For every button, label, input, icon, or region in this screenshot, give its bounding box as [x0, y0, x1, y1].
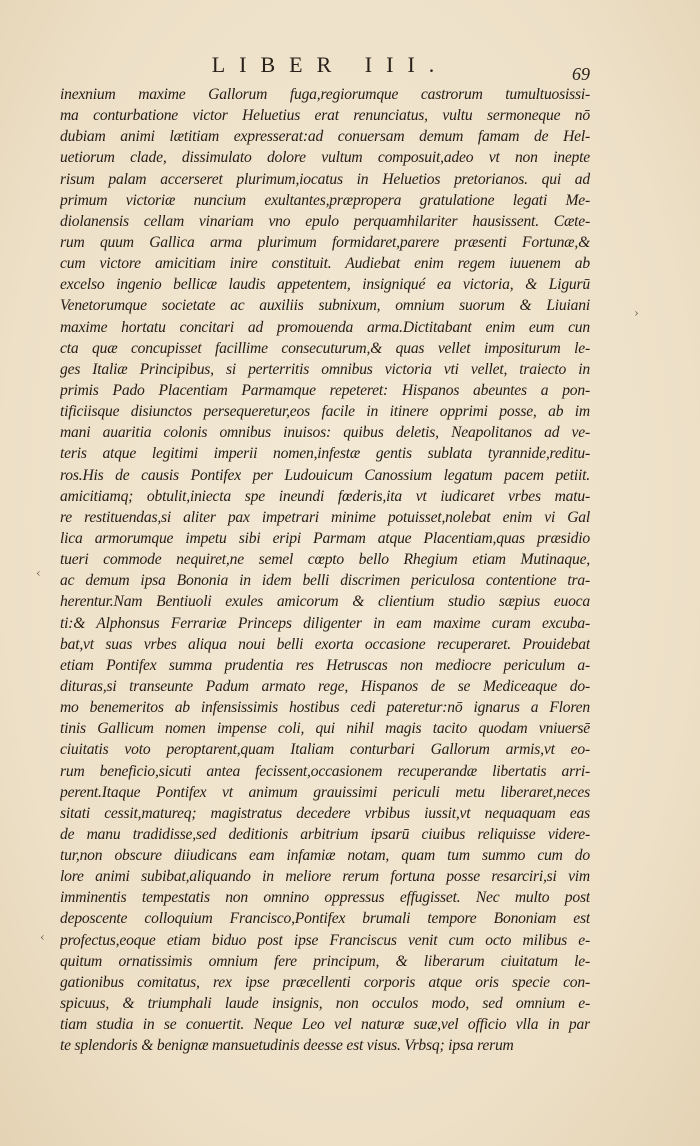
text-line: quitum ornatissimis omnium fere principum, & liberarum ciuitatum le-: [60, 952, 590, 970]
text-line: de manu tradidisse,sed deditionis arbitrium ipsarū ciuibus reliquisse videre-: [60, 825, 590, 843]
text-line: lore animi subibat,aliquando in meliore rerum fortuna posse resarciri,si vim: [60, 868, 590, 886]
text-line: ac demum ipsa Bononia in idem belli discrimen periculosa contentione tra-: [60, 572, 590, 590]
text-line: maxime hortatu concitari ad promouenda arma.Dictitabant enim eum cun: [60, 318, 590, 336]
text-line: dubiam animi lætitiam expresserat:ad conuersam demum famam de Hel-: [60, 128, 590, 146]
text-line: lica armorumque impetu sibi eripi Parmam atque Placentiam,quas præsidio: [60, 529, 590, 547]
text-line: excelso ingenio bellicæ laudis appetentem, insigniqué ea victoria, & Ligurū: [60, 276, 590, 294]
text-line: risum palam accerseret plurimum,iocatus in Heluetios pretorianos. qui ad: [60, 170, 590, 188]
text-line: Venetorumque societate ac auxiliis subnixum, omnium suorum & Liuiani: [60, 297, 590, 315]
text-line: bat,vt suas vrbes aliqua noui belli exorta occasione recuperaret. Prouidebat: [60, 635, 590, 653]
text-line: dituras,si transeunte Padum armato rege, Hispanos de se Mediceaque do-: [60, 677, 590, 695]
text-line: rum quum Gallica arma plurimum formidaret,parere præsenti Fortunæ,&: [60, 233, 590, 251]
text-line: herentur.Nam Bentiuoli exules amicorum & clientium studio sæpius euoca: [60, 593, 590, 611]
page-number: 69: [572, 64, 590, 84]
margin-mark-left-lower: ‹: [40, 930, 45, 944]
text-line: re restituendas,si aliter pax impetrari minime potuisset,nolebat enim vi Gal: [60, 508, 590, 526]
text-line: perent.Itaque Pontifex vt animum grauissimi periculi metu liberaret,neces: [60, 783, 590, 801]
margin-mark: ›: [634, 306, 639, 320]
text-line: sitati cessit,matureq; magistratus decedere vrbibus iussit,vt nequaquam eas: [60, 804, 590, 822]
text-line: imminentis tempestatis non omnino oppressus effugisset. Nec multo post: [60, 889, 590, 907]
text-line: mo benemeritos ab infensissimis hostibus cedi pateretur:nō ignarus a Floren: [60, 699, 590, 717]
text-line: inexnium maxime Gallorum fuga,regiorumque castrorum tumultuosissi-: [60, 86, 590, 103]
text-line: mani auaritia colonis omnibus inuisos: quibus deletis, Neapolitanos ad ve-: [60, 424, 590, 442]
text-line: tinis Gallicum nomen impense coli, qui nihil magis tacito quodam vniuersē: [60, 720, 590, 738]
text-line: primum victoriæ nuncium exultantes,præpropera gratulatione legati Me-: [60, 191, 590, 209]
text-line: ros.His de causis Pontifex per Ludouicum Canossium legatum pacem petiit.: [60, 466, 590, 484]
running-head: LIBER III.: [211, 52, 449, 77]
text-line: tueri commode nequiret,ne semel cœpto bello Rhegium etiam Mutinaque,: [60, 551, 590, 569]
text-line: etiam Pontifex summa prudentia res Hetruscas non mediocre periculum a-: [60, 656, 590, 674]
text-line: rum beneficio,sicuti antea fecissent,occasionem recuperandæ libertatis arri-: [60, 762, 590, 780]
text-line: tur,non obscure diiudicans eam infamiæ notam, quam tum summo cum do: [60, 847, 590, 865]
margin-mark-left: ‹: [36, 566, 41, 580]
text-line: diolanensis cellam vinariam vno epulo perquamhilariter hausissent. Cæte-: [60, 212, 590, 230]
text-line: tificiisque disiunctos persequeretur,eos facile in itinere opprimi posse, ab im: [60, 403, 590, 421]
text-line: cum victore amicitiam inire constituit. Audiebat enim regem iuuenem ab: [60, 255, 590, 273]
body-text: [60, 84, 590, 1056]
text-line: cta quæ concupisset facillime consecuturum,& quas vellet impositurum le-: [60, 339, 590, 357]
text-line: ges Italiæ Principibus, si perterritis omnibus victoria vti vellet, traiecto in: [60, 360, 590, 378]
text-line: tiam studia in se conuertit. Neque Leo vel naturæ suæ,vel officio vlla in par: [60, 1016, 590, 1034]
text-line: gationibus comitatus, rex ipse præcellenti corporis atque oris specie con-: [60, 973, 590, 991]
text-line: te splendoris & benignæ mansuetudinis deesse est visus. Vrbsq; ipsa rerum: [60, 1037, 514, 1055]
text-line: ma conturbatione victor Heluetius erat renunciatus, vultu sermoneque nō: [60, 107, 590, 125]
text-line: deposcente colloquium Francisco,Pontifex brumali tempore Bononiam est: [60, 910, 590, 928]
text-line: ti:& Alphonsus Ferrariæ Princeps diligenter in eam maxime curam excuba-: [60, 614, 590, 632]
text-line: uetiorum clade, dissimulato dolore vultum composuit,adeo vt non inepte: [60, 149, 590, 167]
text-line: profectus,eoque etiam biduo post ipse Franciscus venit cum octo milibus e-: [60, 931, 590, 949]
text-line: ciuitatis voto peroptarent,quam Italiam conturbari Gallorum armis,vt eo-: [60, 741, 590, 759]
text-line: primis Pado Placentiam Parmamque repeteret: Hispanos abeuntes a pon-: [60, 381, 590, 399]
text-line: spicuus, & triumphali laude insignis, non occulos modo, sed omnium e-: [60, 995, 590, 1013]
text-line: teris atque legitimi imperii nomen,infestæ gentis sublata tyrannide,reditu-: [60, 445, 590, 463]
text-line: amicitiamq; obtulit,iniecta spe ineundi fœderis,ita vt iudicaret vrbes matu-: [60, 487, 590, 505]
